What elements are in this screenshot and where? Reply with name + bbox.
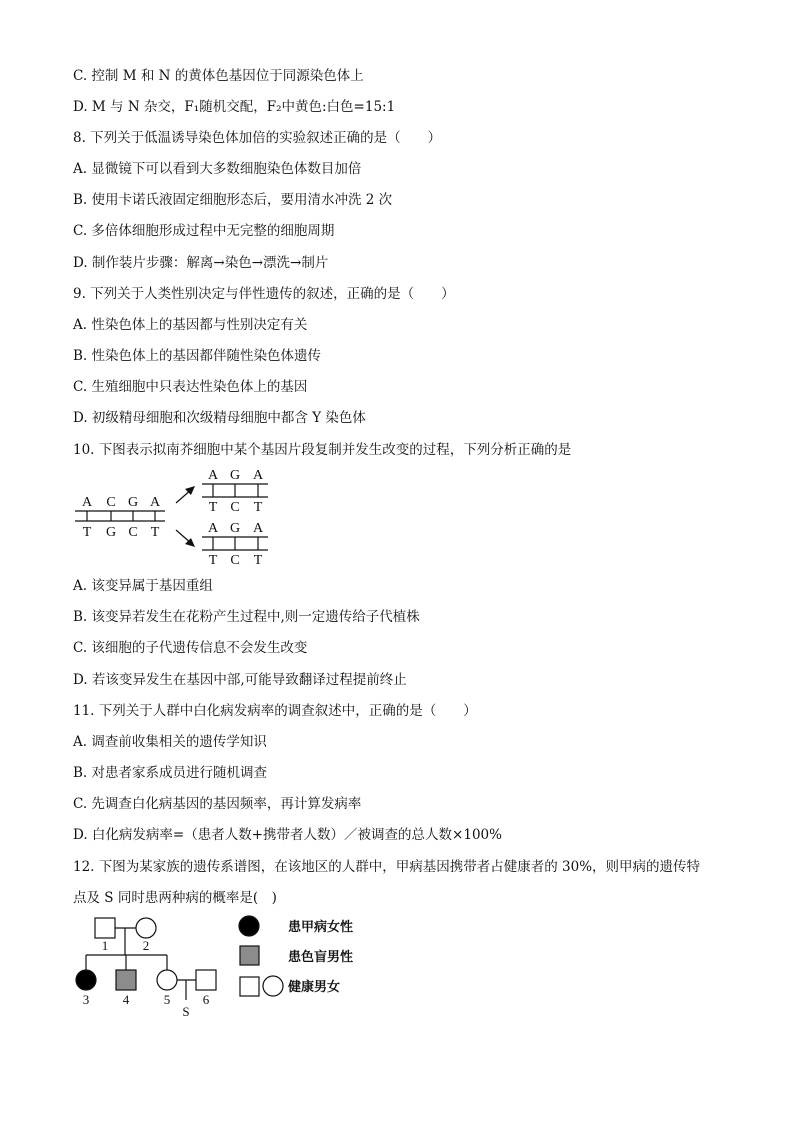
label-5: 5 <box>163 992 171 1007</box>
label-3: 3 <box>82 992 90 1007</box>
option-11d: D. 白化病发病率=（患者人数+携带者人数）／被调查的总人数×100% <box>73 827 502 843</box>
question-8: 8. 下列关于低温诱导染色体加倍的实验叙述正确的是（ ） <box>73 130 442 146</box>
option-9d: D. 初级精母细胞和次级精母细胞中都含 Y 染色体 <box>73 410 366 426</box>
legend-colorblind-male-label: 患色盲男性 <box>288 950 354 965</box>
question-10: 10. 下图表示拟南芥细胞中某个基因片段复制并发生改变的过程，下列分析正确的是 <box>73 442 572 458</box>
dna-base: A <box>81 495 93 510</box>
individual-2-female <box>136 918 156 938</box>
legend-colorblind-male-icon <box>240 946 259 965</box>
label-1: 1 <box>101 938 109 953</box>
dna-base: T <box>208 553 218 568</box>
legend-affected-female-label: 患甲病女性 <box>288 920 354 935</box>
question-12-line2: 点及 S 同时患两种病的概率是( ) <box>73 890 277 906</box>
dna-base: G <box>105 525 117 540</box>
dna-base: A <box>207 521 219 536</box>
option-8d: D. 制作装片步骤：解离→染色→漂洗→制片 <box>73 255 329 271</box>
individual-1-male <box>95 918 115 938</box>
individual-6-male <box>196 970 216 990</box>
individual-5-female <box>157 970 177 990</box>
question-12-line1: 12. 下图为某家族的遗传系谱图，在该地区的人群中，甲病基因携带者占健康者的 30%，则甲病的遗传特 <box>73 859 701 875</box>
dna-base: C <box>230 500 240 515</box>
dna-replication-diagram <box>70 462 290 572</box>
option-7c: C. 控制 M 和 N 的黄体色基因位于同源染色体上 <box>73 68 364 84</box>
dna-base: G <box>229 521 241 536</box>
dna-base: T <box>150 525 160 540</box>
dna-base: C <box>106 495 116 510</box>
option-8c: C. 多倍体细胞形成过程中无完整的细胞周期 <box>73 223 335 239</box>
dna-base: C <box>128 525 138 540</box>
dna-base: T <box>253 500 263 515</box>
option-9b: B. 性染色体上的基因都伴随性染色体遗传 <box>73 348 322 364</box>
dna-base: T <box>253 553 263 568</box>
label-4: 4 <box>122 992 130 1007</box>
dna-base: A <box>252 521 264 536</box>
legend-healthy-male-icon <box>240 977 259 996</box>
option-11b: B. 对患者家系成员进行随机调查 <box>73 765 268 781</box>
label-s: S <box>182 1004 190 1019</box>
individual-4-colorblind-male <box>116 970 136 990</box>
option-10d: D. 若该变异发生在基因中部,可能导致翻译过程提前终止 <box>73 672 407 688</box>
question-11: 11. 下列关于人群中白化病发病率的调查叙述中，正确的是（ ） <box>73 703 477 719</box>
option-10c: C. 该细胞的子代遗传信息不会发生改变 <box>73 640 308 656</box>
dna-base: A <box>149 495 161 510</box>
question-9: 9. 下列关于人类性别决定与伴性遗传的叙述，正确的是（ ） <box>73 286 455 302</box>
dna-base: A <box>207 468 219 483</box>
individual-3-affected-female <box>76 970 96 990</box>
legend-healthy-label: 健康男女 <box>288 980 341 995</box>
dna-base: T <box>208 500 218 515</box>
pedigree-chart <box>60 908 370 1020</box>
option-11a: A. 调查前收集相关的遗传学知识 <box>73 734 267 750</box>
option-10a: A. 该变异属于基因重组 <box>73 578 213 594</box>
dna-base: C <box>230 553 240 568</box>
option-10b: B. 该变异若发生在花粉产生过程中,则一定遗传给子代植株 <box>73 609 420 625</box>
option-9c: C. 生殖细胞中只表达性染色体上的基因 <box>73 379 308 395</box>
label-2: 2 <box>142 938 150 953</box>
option-8b: B. 使用卡诺氏液固定细胞形态后，要用清水冲洗 2 次 <box>73 192 393 208</box>
legend-healthy-female-icon <box>263 976 283 996</box>
legend-affected-female-icon <box>239 916 259 936</box>
option-11c: C. 先调查白化病基因的基因频率，再计算发病率 <box>73 796 362 812</box>
option-7d: D. M 与 N 杂交，F₁随机交配，F₂中黄色:白色=15:1 <box>73 99 396 115</box>
option-9a: A. 性染色体上的基因都与性别决定有关 <box>73 317 308 333</box>
label-6: 6 <box>202 992 210 1007</box>
dna-base: G <box>127 495 139 510</box>
dna-base: T <box>82 525 92 540</box>
dna-base: G <box>229 468 241 483</box>
dna-base: A <box>252 468 264 483</box>
option-8a: A. 显微镜下可以看到大多数细胞染色体数目加倍 <box>73 161 362 177</box>
